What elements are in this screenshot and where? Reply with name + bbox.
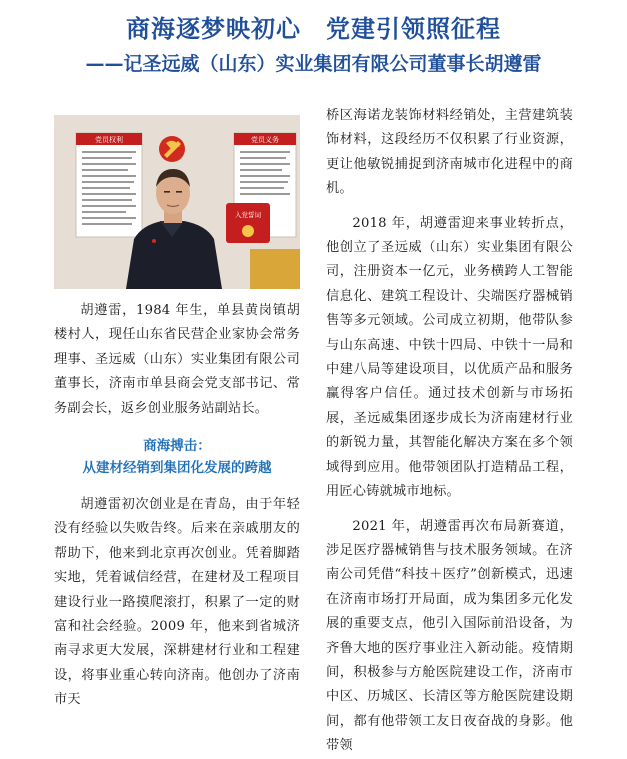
left-column bbox=[54, 115, 300, 713]
board-right-heading: 党员义务 bbox=[251, 136, 279, 144]
left-body-paragraph: 胡遵雷初次创业是在青岛，由于年轻没有经验以失败告终。后来在亲戚朋友的帮助下，他来到北京再次创业。凭着脚踏实地，凭着诚信经营，在建材及工程项目建设行业一路摸爬滚打，积累了一定的财富和社会经验。2009 年，他来到省城济南寻求更大发展，深耕建材行业和工程建设，将事业重心转向济南。他创办了济南市天 bbox=[54, 497, 300, 708]
section-heading-line-1: 商海搏击： bbox=[143, 438, 211, 455]
intro-paragraph: 胡遵雷，1984 年生，单县黄岗镇胡楼村人，现任山东省民营企业家协会常务理事、圣远威（山东）实业集团有限公司董事长，济南市单县商会党支部书记、常务副会长，返乡创业服务站副站长。 bbox=[54, 303, 300, 416]
section-heading bbox=[54, 435, 300, 479]
article-title: 商海逐梦映初心 党建引领照征程 bbox=[126, 15, 501, 43]
badge-text: 入党誓词 bbox=[235, 211, 261, 219]
right-paragraph-2: 2018 年，胡遵雷迎来事业转折点，他创立了圣远威（山东）实业集团有限公司，注册资本一亿元，业务横跨人工智能信息化、建筑工程设计、尖端医疗器械销售等多元领域。公司成立初期，他带队参与山东高速、中铁十四局、中铁十一局和中建八局等建设项目，以优质产品和服务赢得客户信任。通过技术创新与市场拓展，圣远威集团逐步成长为济南建材行业的新锐力量，其智能化解决方案在多个领域得到应用。他带领团队打造精品工程，用匠心铸就城市地标。 bbox=[326, 215, 573, 500]
section-heading-line-2: 从建材经销到集团化发展的跨越 bbox=[82, 460, 272, 477]
portrait-photo bbox=[54, 115, 300, 289]
right-column bbox=[326, 104, 573, 759]
right-paragraph-1: 桥区海诺龙装饰材料经销处，主营建筑装饰材料，这段经历不仅积累了行业资源，更让他敏锐捕捉到济南城市化进程中的商机。 bbox=[326, 108, 573, 197]
right-paragraph-3: 2021 年，胡遵雷再次布局新赛道，涉足医疗器械销售与技术服务领域。在济南公司凭借“科技＋医疗”创新模式，迅速在济南市场打开局面，成为集团多元化发展的重要支点，他引入国际前沿设备，为齐鲁大地的医疗事业注入新动能。疫情期间，积极参与方舱医院建设工作，济南市中区、历城区、长清区等方舱医院建设期间，都有他带领工友日夜奋战的身影。他带领 bbox=[326, 518, 573, 754]
board-left-heading: 党员权利 bbox=[95, 136, 123, 144]
portrait-illustration bbox=[54, 115, 300, 289]
article-subtitle: ——记圣远威（山东）实业集团有限公司董事长胡遵雷 bbox=[85, 53, 542, 75]
